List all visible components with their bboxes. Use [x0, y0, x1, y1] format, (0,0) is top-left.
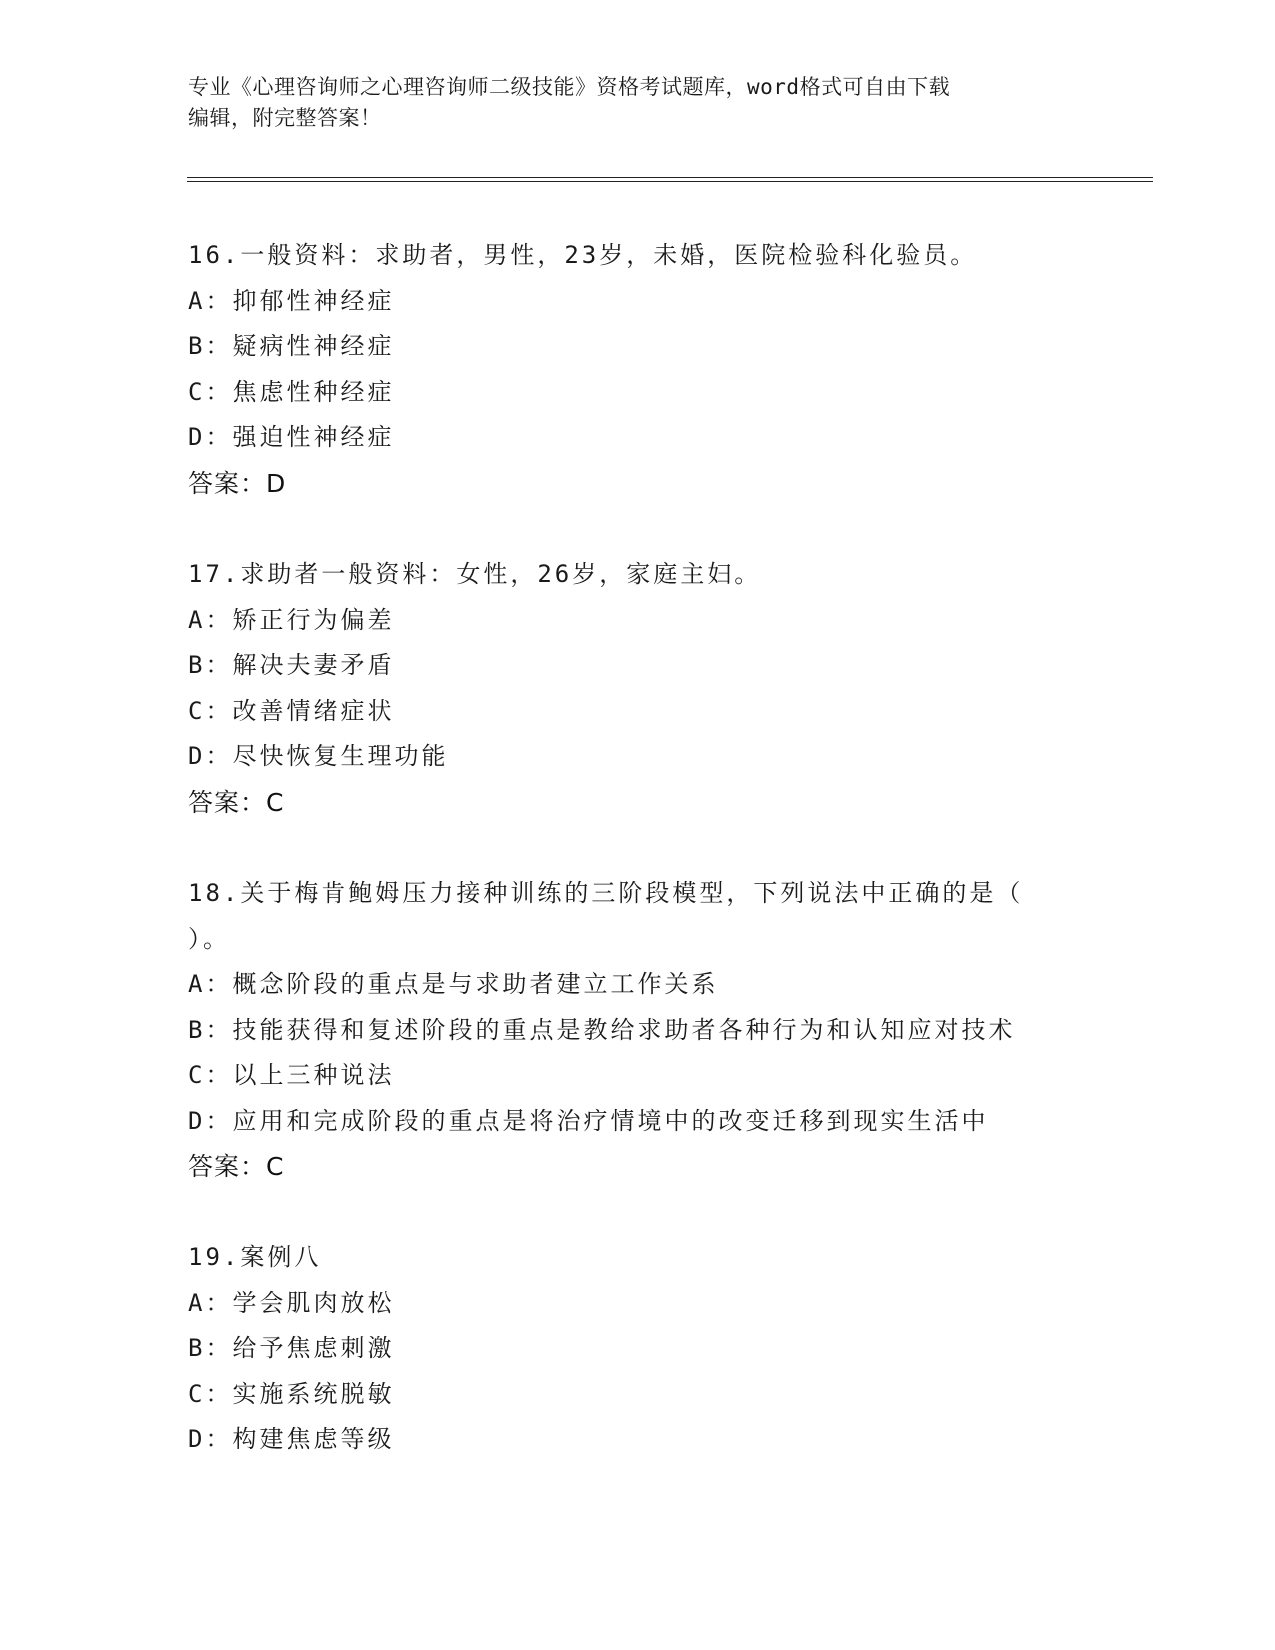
- option-c: C：焦虑性种经症: [188, 377, 395, 406]
- option-a: A：概念阶段的重点是与求助者建立工作关系: [188, 970, 719, 998]
- question-stem: 17.求助者一般资料：女性，26岁，家庭主妇。: [188, 560, 762, 588]
- question-17: [188, 552, 1088, 825]
- question-stem: 16.一般资料：求助者，男性，23岁，未婚，医院检验科化验员。: [188, 241, 978, 269]
- option-c: C：实施系统脱敏: [188, 1379, 395, 1408]
- option-c: C：改善情绪症状: [188, 696, 395, 725]
- option-d: D：构建焦虑等级: [188, 1425, 395, 1453]
- question-18: [188, 871, 1088, 1190]
- header-line-1: 专业《心理咨询师之心理咨询师二级技能》资格考试题库，word格式可自由下载: [188, 75, 951, 99]
- option-b: B：疑病性神经症: [188, 332, 395, 360]
- option-d: D：应用和完成阶段的重点是将治疗情境中的改变迁移到现实生活中: [188, 1106, 989, 1135]
- option-b: B：解决夫妻矛盾: [188, 651, 395, 679]
- answer: 答案：D: [188, 468, 287, 498]
- question-stem-line-1: 18.关于梅肯鲍姆压力接种训练的三阶段模型，下列说法中正确的是（: [188, 879, 1024, 907]
- option-b: B：给予焦虑刺激: [188, 1334, 395, 1362]
- header-divider-top: [187, 177, 1153, 178]
- answer: 答案：C: [188, 787, 285, 817]
- question-19: [188, 1235, 1088, 1463]
- header-divider-bottom: [187, 181, 1153, 182]
- option-a: A：学会肌肉放松: [188, 1288, 395, 1317]
- header-line-2: 编辑，附完整答案！: [188, 106, 382, 130]
- question-stem: 19.案例八: [188, 1243, 322, 1271]
- option-c: C：以上三种说法: [188, 1061, 395, 1089]
- option-d: D：尽快恢复生理功能: [188, 742, 449, 770]
- option-a: A：矫正行为偏差: [188, 605, 395, 634]
- answer: 答案：C: [188, 1152, 285, 1181]
- option-a: A：抑郁性神经症: [188, 286, 395, 315]
- question-stem-line-2: ）。: [188, 924, 230, 953]
- question-16: [188, 233, 1088, 506]
- option-d: D：强迫性神经症: [188, 423, 395, 451]
- option-b: B：技能获得和复述阶段的重点是教给求助者各种行为和认知应对技术: [188, 1015, 1016, 1044]
- document-header: [188, 72, 1068, 134]
